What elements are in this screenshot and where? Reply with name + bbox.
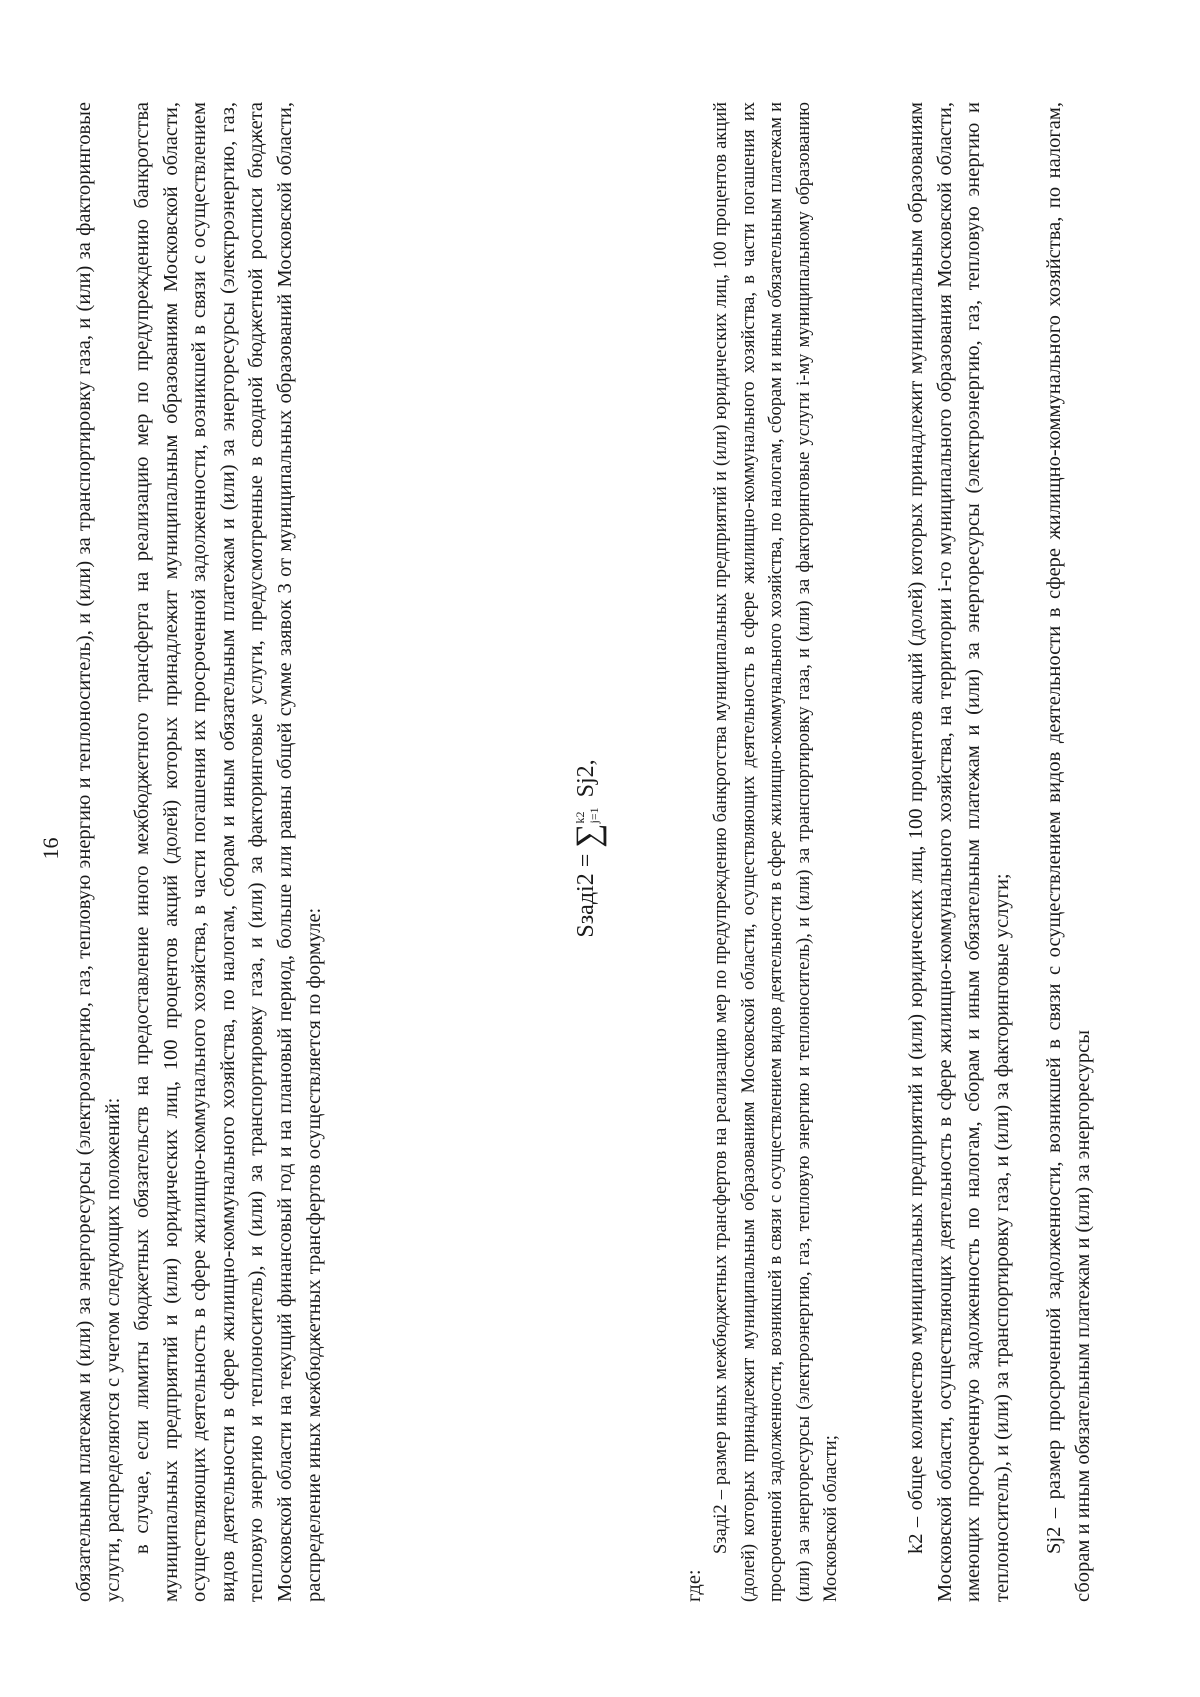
where-label: где: (683, 1569, 705, 1602)
formula-lhs: Sзадi2 = (573, 853, 599, 938)
definition-sj2: Sj2 – размер просроченной задолженности, возникшей в связи с осуществлением видов деятельности в сфере жилищно-коммунального хозяйства, по налогам, сборам и иным обязательным платежам и (или) за энергоресурсы (1043, 102, 1094, 1602)
sum-limits (573, 807, 601, 823)
page-number: 16 (38, 837, 63, 860)
formula (570, 0, 608, 1697)
formula-term: Sj2, (573, 759, 599, 798)
definition-k2: k2 – общее количество муниципальных предприятий и (или) юридических лиц, 100 процентов акций (долей) которых принадлежит муниципальным образованиям Московской области, осуществляющих деятельность в сфере жилищно-коммунального хозяйства, на территории i-го муниципального образования Московской области, имеющих просроченную задолженность по налогам, сборам и иным обязательным платежам и (или) за энергоресурсы (электроэнергию, газ, тепловую энергию и теплоноситель), и (или) за транспортировку газа, и (или) за факторинговые услуги; (905, 102, 1013, 1602)
sum-upper-limit: k2 (573, 811, 588, 824)
paragraph-condition: в случае, если лимиты бюджетных обязательств на предоставление иного межбюджетного трансферта на реализацию мер по предупреждению банкротства муниципальных предприятий и (или) юридических лиц, 100 процентов акций (долей) которых принадлежит муниципальным образованиям Московской области, осуществляющих деятельность в сфере жилищно-коммунального хозяйства, в части погашения их просроченной задолженности, возникшей в связи с осуществлением видов деятельности в сфере жилищно-коммунального хозяйства, по налогам, сборам и иным обязательным платежам и (или) за энергоресурсы (электроэнергию, газ, тепловую энергию и теплоноситель), и (или) за транспортировку газа, и (или) за факторинговые услуги, предусмотренные в сводной бюджетной росписи бюджета Московской области на текущий финансовый год и на плановый период, больше или равны общей сумме заявок 3 от муниципальных образований Московской области, распределение иных межбюджетных трансфертов осуществляется по формуле: (131, 102, 325, 1602)
sum-symbol-icon: ∑ (570, 823, 607, 848)
paragraph-intro: обязательным платежам и (или) за энергоресурсы (электроэнергию, газ, тепловую энергию и теплоноситель), и (или) за транспортировку газа, и (или) за факторинговые услуги, распределяются с учетом следующих положений: (73, 102, 124, 1602)
sum-lower-limit: j=1 (587, 807, 602, 824)
definition-szad: Sзадi2 – размер иных межбюджетных трансфертов на реализацию мер по предупреждению банкротства муниципальных предприятий и (или) юридических лиц, 100 процентов акций (долей) которых принадлежит муниципальным образованиям Московской области, осуществляющих деятельность в сфере жилищно-коммунального хозяйства, в части погашения их просроченной задолженности, возникшей в связи с осуществлением видов деятельности в сфере жилищно-коммунального хозяйства, по налогам, сборам и иным обязательным платежам и (или) за энергоресурсы (электроэнергию, газ, тепловую энергию и теплоноситель), и (или) за транспортировку газа, и (или) за факторинговые услуги i-му муниципальному образованию Московской области; (711, 102, 841, 1602)
